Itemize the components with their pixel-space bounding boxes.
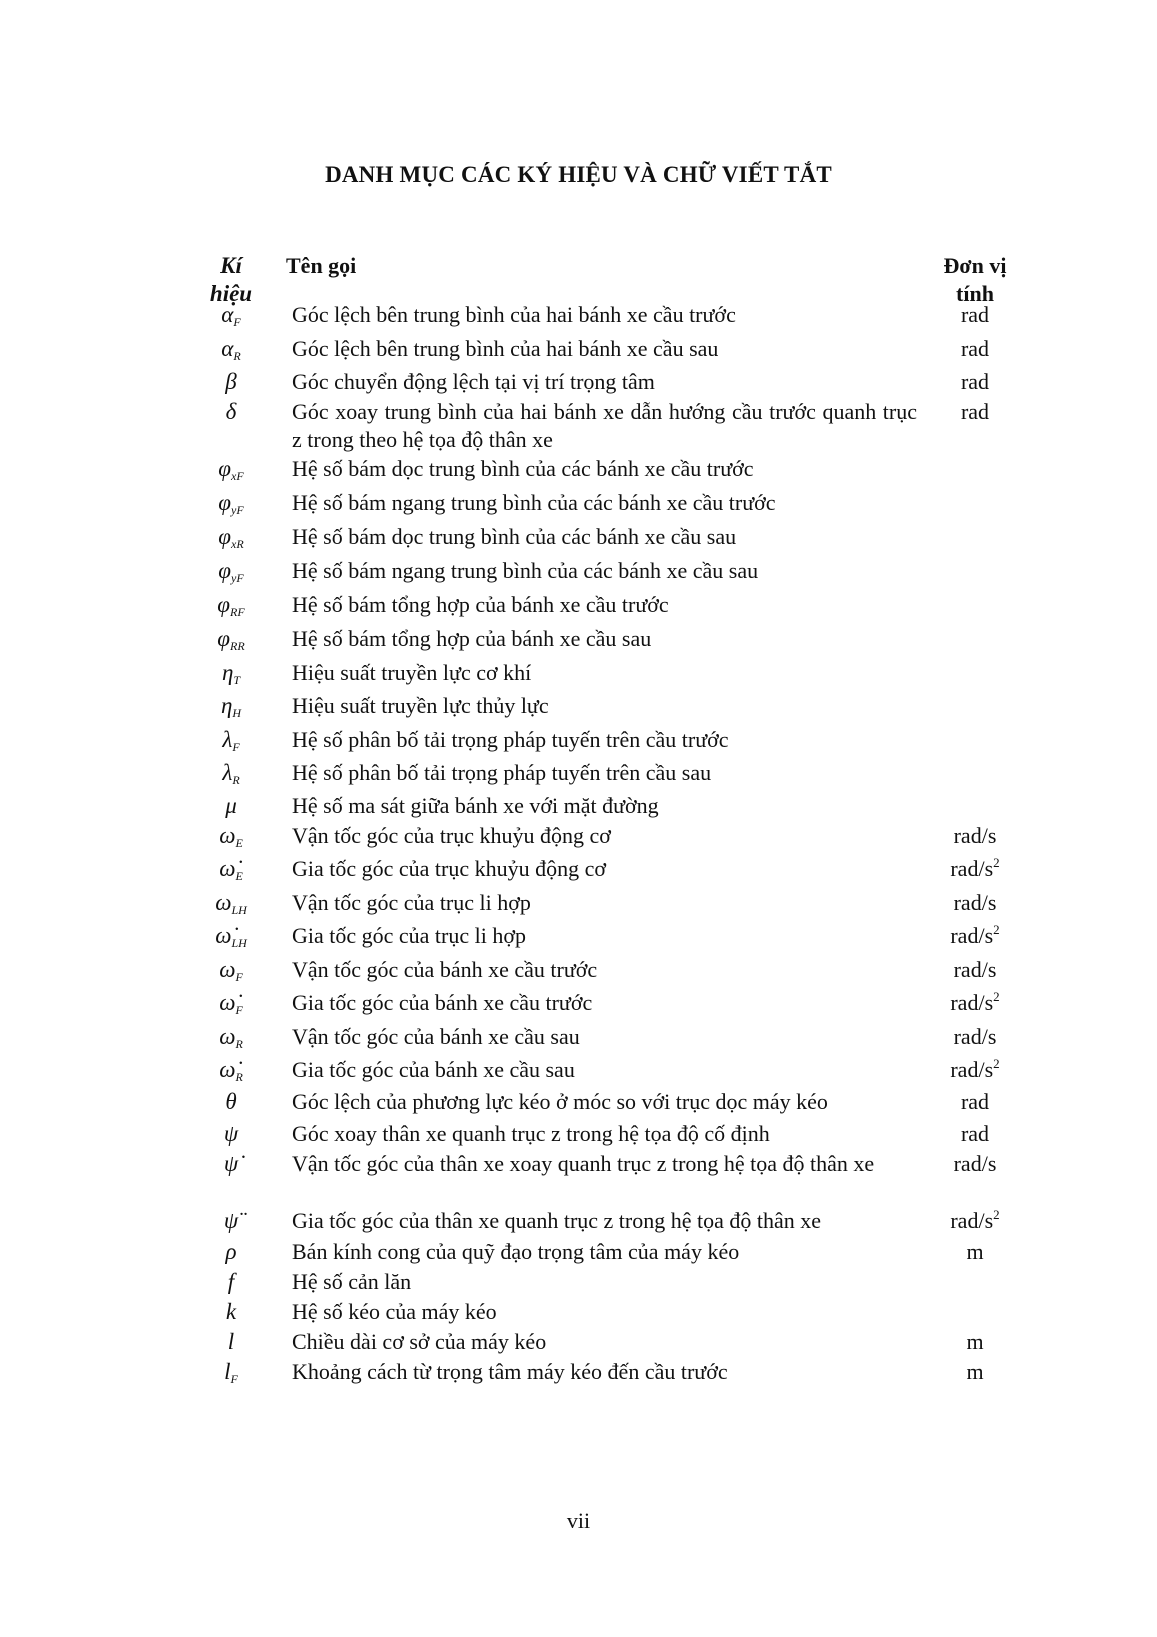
row-unit — [930, 922, 1020, 950]
unit-text: rad/s — [953, 823, 997, 848]
unit-text: rad/s — [950, 990, 994, 1015]
row-unit — [930, 1120, 1020, 1148]
symbol-subscript: T — [233, 673, 241, 687]
symbol-letter: β — [225, 369, 237, 394]
unit-text: rad — [960, 369, 990, 394]
row-unit — [930, 989, 1020, 1017]
symbol-letter: α — [221, 302, 234, 327]
row-name: Hiệu suất truyền lực cơ khí — [292, 660, 532, 685]
row-name: Vận tốc góc của bánh xe cầu sau — [292, 1024, 580, 1049]
symbol-letter: ω — [219, 957, 236, 982]
symbol-subscript: yF — [231, 503, 244, 517]
row-name: Hệ số bám tổng hợp của bánh xe cầu sau — [292, 626, 652, 651]
row-symbol — [196, 301, 266, 329]
row-symbol — [196, 855, 266, 883]
symbol-letter: μ — [225, 793, 237, 818]
symbol-subscript: R — [235, 1070, 243, 1084]
row-symbol — [196, 889, 266, 917]
symbol-subscript: RR — [230, 639, 245, 653]
symbol-subscript: R — [232, 773, 240, 787]
unit-exponent: 2 — [993, 922, 1000, 937]
symbol-letter: φ — [218, 456, 232, 481]
row-symbol — [196, 1238, 266, 1266]
row-name: Hệ số phân bố tải trọng pháp tuyến trên cầu trước — [292, 727, 729, 752]
row-symbol — [196, 692, 266, 720]
symbol-letter: f — [227, 1269, 235, 1294]
unit-text: rad/s — [950, 923, 994, 948]
row-symbol — [196, 956, 266, 984]
header-symbol-line1: Kí — [220, 253, 242, 278]
symbol-subscript: F — [235, 970, 243, 984]
row-symbol — [196, 625, 266, 653]
unit-text: rad — [960, 1089, 990, 1114]
row-symbol — [196, 1207, 266, 1235]
unit-text: rad — [960, 399, 990, 424]
symbol-subscript: R — [235, 1037, 243, 1051]
row-symbol — [196, 557, 266, 585]
symbol-letter: δ — [225, 399, 237, 424]
row-symbol — [196, 1056, 266, 1084]
symbol-subscript: R — [233, 349, 241, 363]
unit-exponent: 2 — [993, 1207, 1000, 1222]
header-symbol — [196, 252, 266, 308]
row-symbol — [196, 989, 266, 1017]
symbol-letter: ρ — [225, 1239, 237, 1264]
row-unit — [930, 1358, 1020, 1386]
row-name: Gia tốc góc của trục li hợp — [292, 923, 526, 948]
unit-text: rad — [960, 336, 990, 361]
row-name: Góc lệch bên trung bình của hai bánh xe cầu sau — [292, 336, 719, 361]
row-unit — [930, 1088, 1020, 1116]
symbol-letter: φ — [217, 626, 231, 651]
symbol-letter: φ — [217, 592, 231, 617]
header-name: Tên gọi — [286, 253, 357, 278]
row-name: Bán kính cong của quỹ đạo trọng tâm của máy kéo — [292, 1239, 740, 1264]
unit-exponent: 2 — [993, 989, 1000, 1004]
row-unit — [930, 1207, 1020, 1235]
row-name: Gia tốc góc của trục khuỷu động cơ — [292, 856, 607, 881]
row-name: Gia tốc góc của bánh xe cầu trước — [292, 990, 593, 1015]
row-name: Chiều dài cơ sở của máy kéo — [292, 1329, 547, 1354]
symbol-letter: l — [224, 1359, 231, 1384]
symbol-letter: ψ̇ — [223, 1151, 239, 1176]
row-name: Vận tốc góc của bánh xe cầu trước — [292, 957, 598, 982]
header-symbol-line2: hiệu — [209, 281, 253, 306]
row-name: Góc lệch bên trung bình của hai bánh xe cầu trước — [292, 302, 736, 327]
row-name: Vận tốc góc của thân xe xoay quanh trục z trong hệ tọa độ thân xe — [292, 1151, 875, 1176]
row-name: Vận tốc góc của trục khuỷu động cơ — [292, 823, 611, 848]
row-symbol — [196, 335, 266, 363]
row-unit — [930, 398, 1020, 426]
row-name: Góc chuyển động lệch tại vị trí trọng tâm — [292, 369, 655, 394]
row-name: Hệ số bám dọc trung bình của các bánh xe cầu trước — [292, 456, 754, 481]
unit-text: m — [966, 1239, 984, 1264]
symbol-letter: ω — [215, 890, 232, 915]
header-unit-line1: Đơn vị — [943, 253, 1007, 278]
symbol-letter: λ — [222, 760, 233, 785]
row-name: Gia tốc góc của bánh xe cầu sau — [292, 1057, 575, 1082]
row-name: Vận tốc góc của trục li hợp — [292, 890, 531, 915]
row-symbol — [196, 489, 266, 517]
symbol-subscript: xR — [231, 537, 244, 551]
unit-text: rad/s — [953, 1151, 997, 1176]
row-symbol — [196, 922, 266, 950]
symbol-subscript: LH — [231, 936, 247, 950]
row-unit — [930, 301, 1020, 329]
symbol-letter: ω — [219, 823, 236, 848]
unit-text: m — [966, 1329, 984, 1354]
symbol-letter: ω̇ — [219, 1057, 236, 1082]
unit-text: rad/s — [950, 1208, 994, 1233]
row-name: Góc lệch của phương lực kéo ở móc so với trục dọc máy kéo — [292, 1089, 828, 1114]
row-symbol — [196, 523, 266, 551]
header-unit — [930, 252, 1020, 308]
symbol-subscript: E — [235, 836, 243, 850]
row-name: Hiệu suất truyền lực thủy lực — [292, 693, 549, 718]
symbol-subscript: yF — [231, 571, 244, 585]
unit-text: rad — [960, 1121, 990, 1146]
symbol-subscript: F — [235, 1003, 243, 1017]
row-name: Hệ số ma sát giữa bánh xe với mặt đường — [292, 793, 659, 818]
row-symbol — [196, 759, 266, 787]
symbol-letter: λ — [222, 727, 233, 752]
symbol-subscript: RF — [230, 605, 245, 619]
row-symbol — [196, 368, 266, 396]
row-unit — [930, 368, 1020, 396]
symbol-letter: θ — [225, 1089, 237, 1114]
row-symbol — [196, 1358, 266, 1386]
row-symbol — [196, 1023, 266, 1051]
unit-text: rad/s — [953, 1024, 997, 1049]
page-number: vii — [566, 1508, 591, 1533]
row-unit — [930, 1238, 1020, 1266]
row-symbol — [196, 398, 266, 426]
row-name: Hệ số kéo của máy kéo — [292, 1299, 497, 1324]
unit-text: rad/s — [953, 890, 997, 915]
unit-text: rad/s — [950, 856, 994, 881]
symbol-letter: φ — [218, 558, 232, 583]
symbol-letter: ω — [219, 1024, 236, 1049]
symbol-letter: ω̇ — [219, 856, 236, 881]
row-unit — [930, 822, 1020, 850]
unit-text: m — [966, 1359, 984, 1384]
row-unit — [930, 889, 1020, 917]
row-name: Hệ số bám tổng hợp của bánh xe cầu trước — [292, 592, 669, 617]
unit-exponent: 2 — [993, 855, 1000, 870]
row-name: Góc xoay trung bình của hai bánh xe dẫn hướng cầu trước quanh trục z trong theo hệ tọa độ thân xe — [292, 399, 917, 452]
row-name: Góc xoay thân xe quanh trục z trong hệ tọa độ cố định — [292, 1121, 770, 1146]
row-symbol — [196, 1120, 266, 1148]
symbol-letter: ω̇ — [219, 990, 236, 1015]
row-name: Hệ số phân bố tải trọng pháp tuyến trên cầu sau — [292, 760, 712, 785]
symbol-subscript: xF — [231, 469, 244, 483]
row-name: Khoảng cách từ trọng tâm máy kéo đến cầu trước — [292, 1359, 728, 1384]
row-name: Hệ số cản lăn — [292, 1269, 412, 1294]
symbol-letter: ψ — [223, 1121, 239, 1146]
row-symbol — [196, 1088, 266, 1116]
row-name: Hệ số bám ngang trung bình của các bánh xe cầu sau — [292, 558, 759, 583]
row-unit — [930, 1056, 1020, 1084]
row-symbol — [196, 792, 266, 820]
row-name: Hệ số bám ngang trung bình của các bánh xe cầu trước — [292, 490, 776, 515]
unit-text: rad/s — [950, 1057, 994, 1082]
row-unit — [930, 956, 1020, 984]
row-symbol — [196, 1298, 266, 1326]
symbol-letter: k — [225, 1299, 237, 1324]
row-unit — [930, 1328, 1020, 1356]
symbol-letter: ω̇ — [215, 923, 232, 948]
symbol-subscript: F — [233, 315, 241, 329]
symbol-subscript: F — [230, 1372, 238, 1386]
row-symbol — [196, 1150, 266, 1178]
page-title: DANH MỤC CÁC KÝ HIỆU VÀ CHỮ VIẾT TẮT — [325, 162, 832, 187]
symbol-subscript: H — [232, 706, 242, 720]
symbol-letter: ψ̈ — [223, 1208, 239, 1233]
row-symbol — [196, 1328, 266, 1356]
header-unit-line2: tính — [956, 281, 994, 306]
row-name: Hệ số bám dọc trung bình của các bánh xe cầu sau — [292, 524, 737, 549]
row-symbol — [196, 822, 266, 850]
symbol-subscript: F — [232, 740, 240, 754]
symbol-letter: η — [221, 660, 234, 685]
row-unit — [930, 855, 1020, 883]
row-unit — [930, 1150, 1020, 1178]
row-symbol — [196, 455, 266, 483]
unit-exponent: 2 — [993, 1056, 1000, 1071]
symbol-letter: η — [220, 693, 233, 718]
symbol-letter: φ — [218, 490, 232, 515]
symbol-letter: l — [227, 1329, 235, 1354]
symbol-letter: φ — [218, 524, 232, 549]
row-unit — [930, 335, 1020, 363]
symbol-subscript: LH — [231, 903, 247, 917]
row-symbol — [196, 591, 266, 619]
row-name: Gia tốc góc của thân xe quanh trục z trong hệ tọa độ thân xe — [292, 1208, 822, 1233]
symbol-subscript: E — [235, 869, 243, 883]
row-symbol — [196, 1268, 266, 1296]
row-symbol — [196, 659, 266, 687]
unit-text: rad/s — [953, 957, 997, 982]
symbol-letter: α — [221, 336, 234, 361]
unit-text: rad — [960, 302, 990, 327]
row-unit — [930, 1023, 1020, 1051]
row-symbol — [196, 726, 266, 754]
